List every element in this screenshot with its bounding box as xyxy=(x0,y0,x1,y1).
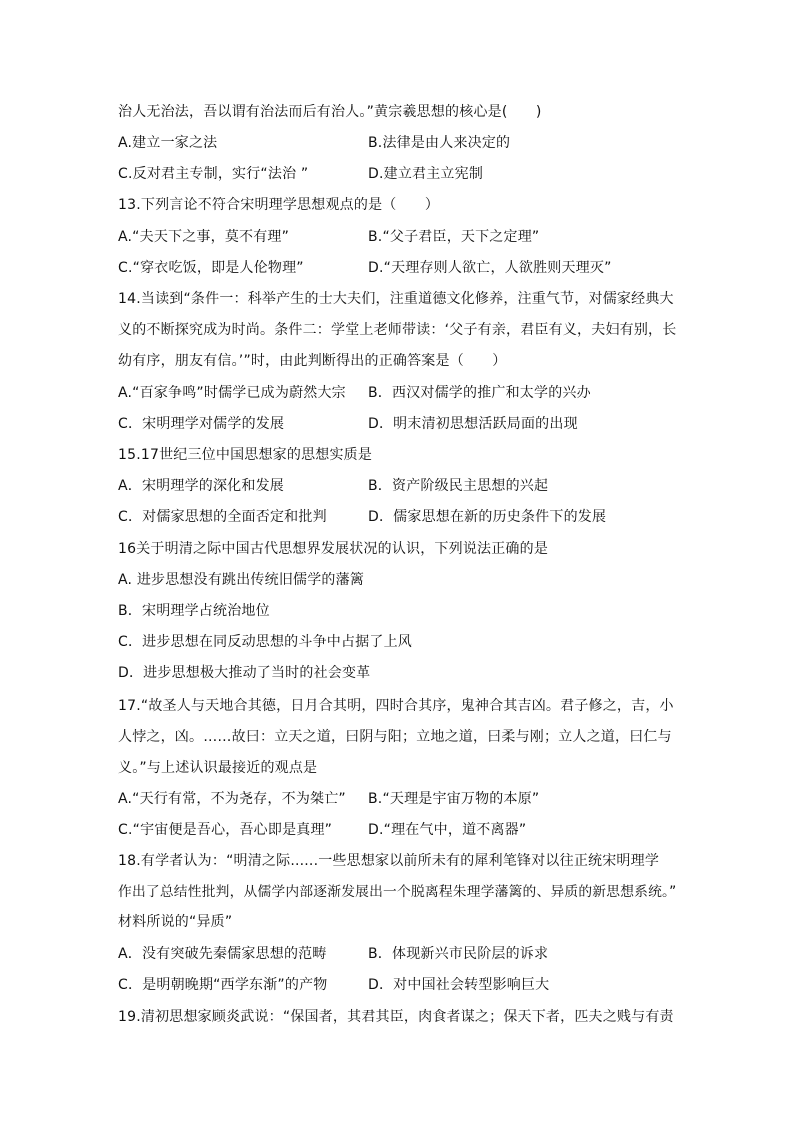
q17-stem-line-3: 义。”与上述认识最接近的观点是 xyxy=(118,760,318,776)
q17-option-a: A.“天行有常，不为尧存，不为桀亡” xyxy=(118,791,346,807)
q13-option-b: B.“父子君臣，天下之定理” xyxy=(368,229,540,245)
q16-option-b: B．宋明理学占统治地位 xyxy=(118,603,270,619)
q18-stem-line-3: 材料所说的“异质” xyxy=(118,914,233,930)
q18-option-d: D．对中国社会转型影响巨大 xyxy=(368,977,550,993)
q14-stem-line-3: 幼有序，朋友有信。’”时，由此判断得出的正确答案是（ ） xyxy=(118,353,507,369)
q12-option-a: A.建立一家之法 xyxy=(118,135,218,151)
q15-stem: 15.17世纪三位中国思想家的思想实质是 xyxy=(118,447,373,463)
q14-stem-line-2: 义的不断探究成为时尚。条件二：学堂上老师带读：‘父子有亲，君臣有义，夫妇有别，长 xyxy=(118,322,677,338)
q16-option-a: A. 进步思想没有跳出传统旧儒学的藩篱 xyxy=(118,572,365,588)
q12-option-b: B.法律是由人来决定的 xyxy=(368,135,511,151)
q16-option-c: C．进步思想在同反动思想的斗争中占据了上风 xyxy=(118,634,412,650)
q15-option-b: B．资产阶级民主思想的兴起 xyxy=(368,478,549,494)
q17-option-d: D.“理在气中，道不离器” xyxy=(368,822,527,838)
q14-option-b: B．西汉对儒学的推广和太学的兴办 xyxy=(368,385,591,401)
q12-stem-tail: 治人无治法，吾以谓有治法而后有治人。”黄宗羲思想的核心是( ) xyxy=(118,104,542,120)
q13-option-c: C.“穿衣吃饭，即是人伦物理” xyxy=(118,260,304,276)
q12-option-d: D.建立君主立宪制 xyxy=(368,166,484,182)
q14-option-a: A.“百家争鸣”时儒学已成为蔚然大宗 xyxy=(118,385,346,401)
q16-stem: 16关于明清之际中国古代思想界发展状况的认识，下列说法正确的是 xyxy=(118,541,549,557)
q17-stem-line-2: 人悖之，凶。……故曰：立天之道，曰阴与阳；立地之道，曰柔与刚；立人之道，曰仁与 xyxy=(118,729,672,745)
q13-stem: 13.下列言论不符合宋明理学思想观点的是（ ） xyxy=(118,197,440,213)
q19-stem: 19.清初思想家顾炎武说：“保国者，其君其臣，肉食者谋之；保天下者，匹夫之贱与有责 xyxy=(118,1009,674,1025)
q18-option-b: B．体现新兴市民阶层的诉求 xyxy=(368,946,549,962)
q17-stem-line-1: 17.“故圣人与天地合其德，日月合其明，四时合其序，鬼神合其吉凶。君子修之，吉，小 xyxy=(118,698,674,714)
q17-option-b: B.“天理是宇宙万物的本原” xyxy=(368,791,540,807)
q18-stem-line-2: 作出了总结性批判，从儒学内部逐渐发展出一个脱离程朱理学藩篱的、异质的新思想系统。” xyxy=(118,884,677,900)
q12-option-c: C.反对君主专制，实行“法治 ” xyxy=(118,166,309,182)
q15-option-c: C．对儒家思想的全面否定和批判 xyxy=(118,509,327,525)
q14-stem-line-1: 14.当读到“条件一：科举产生的士大夫们，注重道德文化修养，注重气节，对儒家经典大 xyxy=(118,291,674,307)
q18-option-a: A．没有突破先秦儒家思想的范畴 xyxy=(118,946,327,962)
q13-option-a: A.“夫天下之事，莫不有理” xyxy=(118,229,290,245)
q18-option-c: C．是明朝晚期“西学东渐”的产物 xyxy=(118,977,328,993)
q14-option-d: D．明末清初思想活跃局面的出现 xyxy=(368,416,578,432)
q17-option-c: C.“宇宙便是吾心，吾心即是真理” xyxy=(118,822,333,838)
q18-stem-line-1: 18.有学者认为：“明清之际......一些思想家以前所未有的犀利笔锋对以往正统宋明理学 xyxy=(118,853,660,869)
q13-option-d: D.“天理存则人欲亡，人欲胜则天理灭” xyxy=(368,260,612,276)
q15-option-d: D．儒家思想在新的历史条件下的发展 xyxy=(368,509,607,525)
q15-option-a: A．宋明理学的深化和发展 xyxy=(118,478,284,494)
q16-option-d: D．进步思想极大推动了当时的社会变革 xyxy=(118,665,371,681)
q14-option-c: C．宋明理学对儒学的发展 xyxy=(118,416,285,432)
